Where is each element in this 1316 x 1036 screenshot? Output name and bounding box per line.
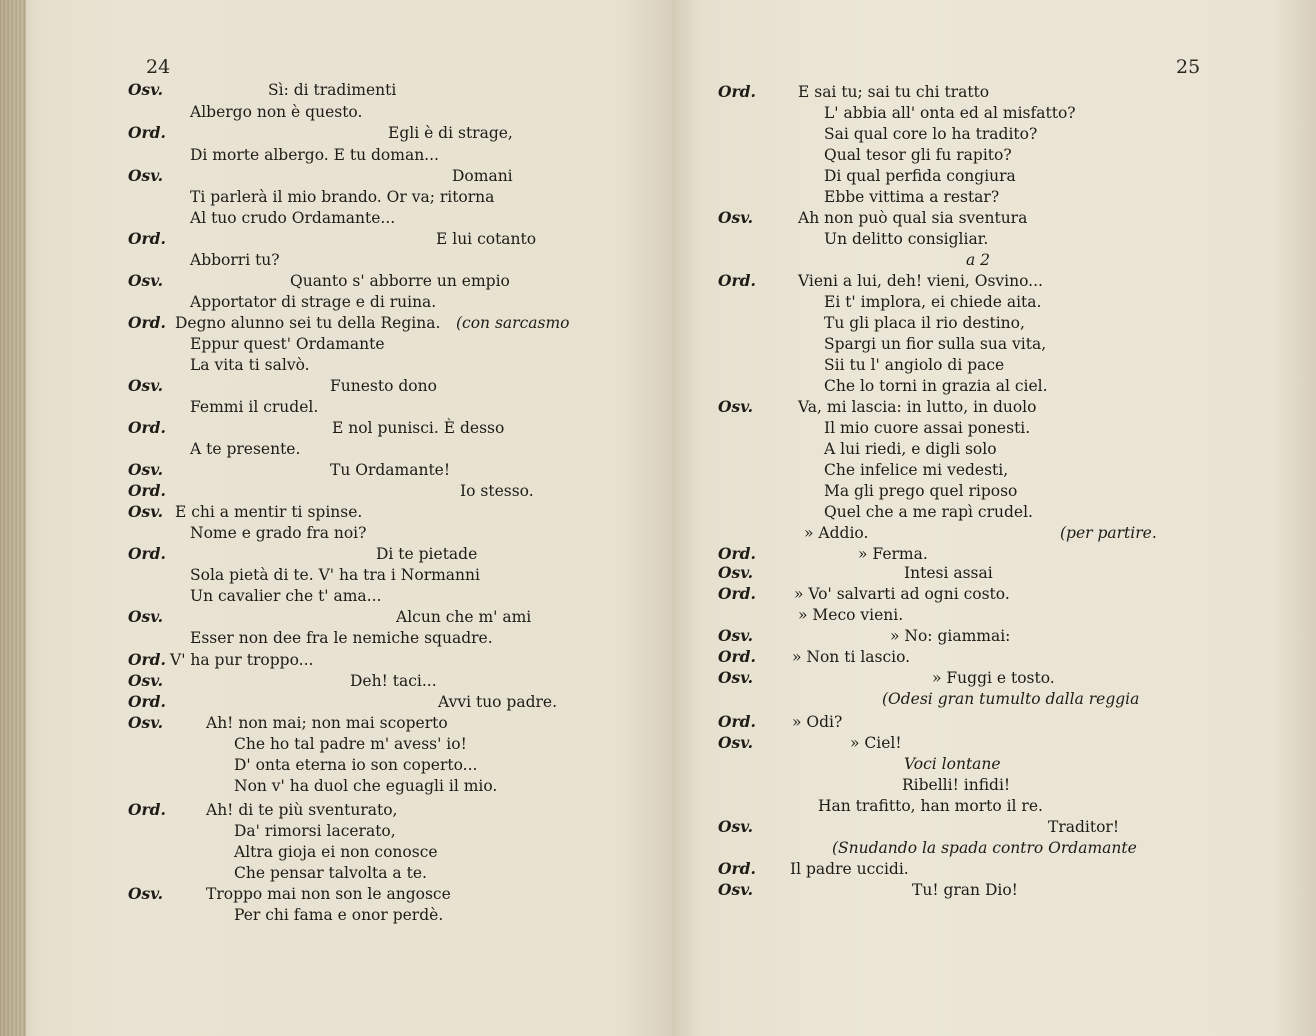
verse-line: Femmi il crudel. bbox=[190, 398, 319, 416]
speaker-label: Ord. bbox=[128, 800, 166, 819]
speaker-label: Osv. bbox=[128, 460, 164, 479]
verse-line: Sì: di tradimenti bbox=[268, 81, 397, 99]
speaker-label: Osv. bbox=[128, 166, 164, 185]
verse-line: » Meco vieni. bbox=[798, 606, 904, 624]
verse-line: » Fuggi e tosto. bbox=[932, 669, 1055, 687]
verse-line: Il padre uccidi. bbox=[790, 860, 909, 878]
speaker-label: Ord. bbox=[718, 271, 756, 290]
verse-line: Ti parlerà il mio brando. Or va; ritorna bbox=[190, 188, 495, 206]
verse-line: E chi a mentir ti spinse. bbox=[175, 503, 363, 521]
verse-line: Qual tesor gli fu rapito? bbox=[824, 146, 1012, 164]
verse-line: Abborri tu? bbox=[190, 251, 280, 269]
stage-direction: (per partire. bbox=[1060, 524, 1157, 542]
speaker-label: Ord. bbox=[128, 123, 166, 142]
right-page bbox=[672, 0, 1316, 1036]
verse-line: Di te pietade bbox=[376, 545, 478, 563]
speaker-label: Ord. bbox=[128, 692, 166, 711]
speaker-label: Ord. bbox=[718, 544, 756, 563]
verse-line: Per chi fama e onor perdè. bbox=[234, 906, 444, 924]
speaker-label: Ord. bbox=[718, 712, 756, 731]
verse-line: » No: giammai: bbox=[890, 627, 1011, 645]
verse-line: Un cavalier che t' ama... bbox=[190, 587, 382, 605]
verse-line: Quanto s' abborre un empio bbox=[290, 272, 510, 290]
speaker-label: Osv. bbox=[718, 880, 754, 899]
verse-line: E sai tu; sai tu chi tratto bbox=[798, 83, 990, 101]
verse-line: La vita ti salvò. bbox=[190, 356, 310, 374]
verse-line: » Addio. bbox=[804, 524, 869, 542]
verse-line: Albergo non è questo. bbox=[190, 103, 363, 121]
page-number-left: 24 bbox=[146, 56, 171, 78]
verse-line: E nol punisci. È desso bbox=[332, 419, 505, 437]
verse-line: Va, mi lascia: in lutto, in duolo bbox=[798, 398, 1037, 416]
speaker-label: Ord. bbox=[718, 647, 756, 666]
verse-line: Degno alunno sei tu della Regina. bbox=[175, 314, 441, 332]
speaker-label: Osv. bbox=[128, 376, 164, 395]
verse-line: Avvi tuo padre. bbox=[438, 693, 558, 711]
speaker-label: Osv. bbox=[128, 713, 164, 732]
verse-line: Eppur quest' Ordamante bbox=[190, 335, 385, 353]
verse-line: Funesto dono bbox=[330, 377, 437, 395]
speaker-label: Ord. bbox=[128, 650, 166, 669]
verse-line: Di morte albergo. E tu doman... bbox=[190, 146, 439, 164]
stage-direction: (con sarcasmo bbox=[456, 314, 570, 332]
speaker-label: Osv. bbox=[718, 208, 754, 227]
verse-line: Ma gli prego quel riposo bbox=[824, 482, 1018, 500]
verse-line: Io stesso. bbox=[460, 482, 534, 500]
verse-line: Di qual perfida congiura bbox=[824, 167, 1016, 185]
speaker-label: Ord. bbox=[718, 584, 756, 603]
speaker-label: Osv. bbox=[128, 671, 164, 690]
verse-line: » Non ti lascio. bbox=[792, 648, 911, 666]
speaker-label: Ord. bbox=[128, 481, 166, 500]
speaker-label: Osv. bbox=[718, 626, 754, 645]
verse-line: Al tuo crudo Ordamante... bbox=[190, 209, 396, 227]
verse-line: Vieni a lui, deh! vieni, Osvino... bbox=[798, 272, 1043, 290]
verse-line: L' abbia all' onta ed al misfatto? bbox=[824, 104, 1076, 122]
verse-line: Traditor! bbox=[1048, 818, 1120, 836]
verse-line: (Snudando la spada contro Ordamante bbox=[832, 839, 1137, 857]
verse-line: (Odesi gran tumulto dalla reggia bbox=[882, 690, 1140, 708]
page-number-right: 25 bbox=[1176, 56, 1201, 78]
verse-line: Tu Ordamante! bbox=[330, 461, 451, 479]
verse-line: » Vo' salvarti ad ogni costo. bbox=[794, 585, 1010, 603]
speaker-label: Osv. bbox=[128, 271, 164, 290]
verse-line: Che pensar talvolta a te. bbox=[234, 864, 427, 882]
speaker-label: Osv. bbox=[718, 397, 754, 416]
verse-line: Apportator di strage e di ruina. bbox=[190, 293, 437, 311]
verse-line: Ebbe vittima a restar? bbox=[824, 188, 1000, 206]
speaker-label: Osv. bbox=[718, 817, 754, 836]
speaker-label: Osv. bbox=[128, 502, 164, 521]
verse-line: Deh! taci... bbox=[350, 672, 437, 690]
speaker-label: Ord. bbox=[128, 544, 166, 563]
verse-line: D' onta eterna io son coperto... bbox=[234, 756, 478, 774]
verse-line: Non v' ha duol che eguagli il mio. bbox=[234, 777, 498, 795]
verse-line: Altra gioja ei non conosce bbox=[234, 843, 438, 861]
verse-line: » Ciel! bbox=[850, 734, 902, 752]
speaker-label: Osv. bbox=[718, 563, 754, 582]
verse-line: Che infelice mi vedesti, bbox=[824, 461, 1009, 479]
verse-line: Han trafitto, han morto il re. bbox=[818, 797, 1043, 815]
speaker-label: Ord. bbox=[128, 313, 166, 332]
verse-line: Ah! di te più sventurato, bbox=[206, 801, 398, 819]
verse-line: Voci lontane bbox=[904, 755, 1001, 773]
speaker-label: Ord. bbox=[718, 859, 756, 878]
verse-line: Sii tu l' angiolo di pace bbox=[824, 356, 1005, 374]
verse-line: Ei t' implora, ei chiede aita. bbox=[824, 293, 1042, 311]
verse-line: V' ha pur troppo... bbox=[170, 651, 314, 669]
verse-line: Ribelli! infidi! bbox=[902, 776, 1011, 794]
speaker-label: Osv. bbox=[128, 607, 164, 626]
verse-line: Quel che a me rapì crudel. bbox=[824, 503, 1033, 521]
verse-line: A lui riedi, e digli solo bbox=[824, 440, 997, 458]
speaker-label: Osv. bbox=[718, 668, 754, 687]
speaker-label: Osv. bbox=[128, 884, 164, 903]
verse-line: Troppo mai non son le angosce bbox=[206, 885, 451, 903]
verse-line: Spargi un fior sulla sua vita, bbox=[824, 335, 1047, 353]
speaker-label: Ord. bbox=[128, 418, 166, 437]
verse-line: Esser non dee fra le nemiche squadre. bbox=[190, 629, 493, 647]
verse-line: E lui cotanto bbox=[436, 230, 537, 248]
verse-line: a 2 bbox=[966, 251, 991, 269]
verse-line: Domani bbox=[452, 167, 513, 185]
verse-line: Che lo torni in grazia al ciel. bbox=[824, 377, 1048, 395]
verse-line: » Ferma. bbox=[858, 545, 928, 563]
verse-line: » Odi? bbox=[792, 713, 843, 731]
verse-line: Da' rimorsi lacerato, bbox=[234, 822, 396, 840]
speaker-label: Ord. bbox=[128, 229, 166, 248]
verse-line: Tu gli placa il rio destino, bbox=[824, 314, 1025, 332]
speaker-label: Ord. bbox=[718, 82, 756, 101]
verse-line: Alcun che m' ami bbox=[396, 608, 532, 626]
verse-line: Ah non può qual sia sventura bbox=[798, 209, 1028, 227]
right-page-text bbox=[672, 0, 1316, 1036]
verse-line: Il mio cuore assai ponesti. bbox=[824, 419, 1031, 437]
verse-line: Un delitto consigliar. bbox=[824, 230, 989, 248]
verse-line: A te presente. bbox=[190, 440, 301, 458]
verse-line: Sai qual core lo ha tradito? bbox=[824, 125, 1038, 143]
verse-line: Tu! gran Dio! bbox=[912, 881, 1018, 899]
speaker-label: Osv. bbox=[128, 80, 164, 99]
verse-line: Ah! non mai; non mai scoperto bbox=[206, 714, 448, 732]
verse-line: Sola pietà di te. V' ha tra i Normanni bbox=[190, 566, 480, 584]
verse-line: Intesi assai bbox=[904, 564, 993, 582]
verse-line: Nome e grado fra noi? bbox=[190, 524, 367, 542]
verse-line: Che ho tal padre m' avess' io! bbox=[234, 735, 467, 753]
speaker-label: Osv. bbox=[718, 733, 754, 752]
verse-line: Egli è di strage, bbox=[388, 124, 513, 142]
